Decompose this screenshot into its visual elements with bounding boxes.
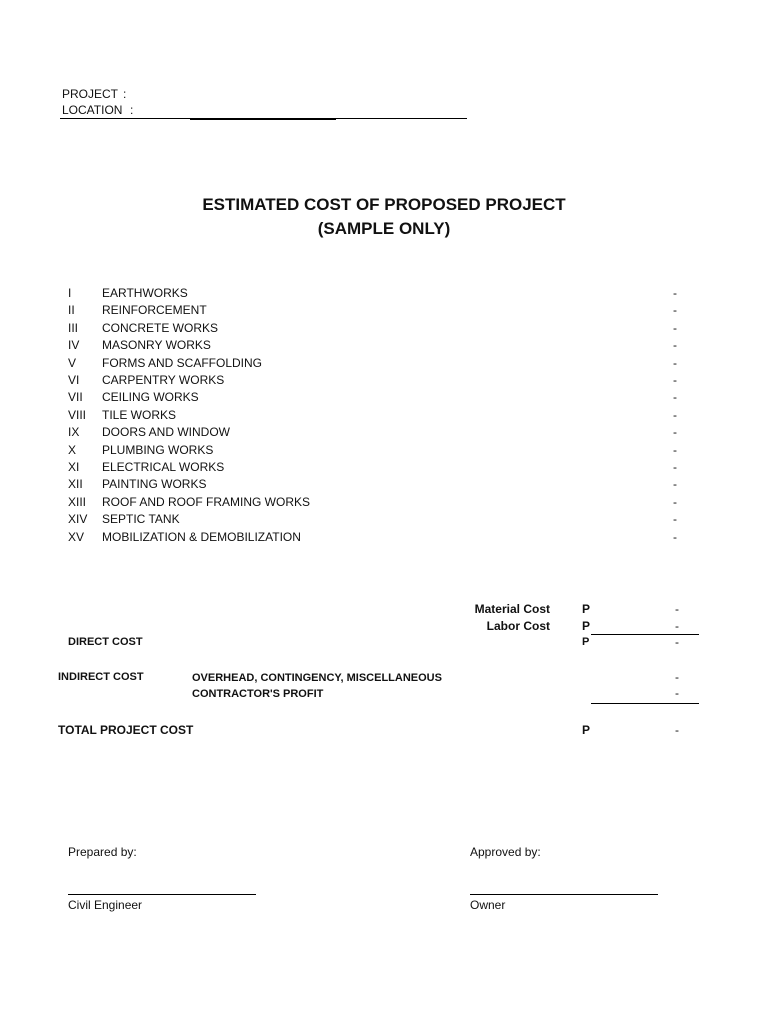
cost-item-number: X — [68, 443, 77, 457]
cost-item-name: PLUMBING WORKS — [102, 443, 214, 457]
cost-item-value: - — [673, 443, 677, 457]
cost-item-name: ROOF AND ROOF FRAMING WORKS — [102, 495, 311, 509]
cost-item-number: XII — [68, 477, 83, 491]
labor-cost-label: Labor Cost — [486, 619, 550, 633]
subtotal-line — [591, 634, 699, 635]
prepared-signature-line — [68, 894, 256, 895]
cost-item-number: VIII — [68, 408, 87, 422]
cost-item-number: VI — [68, 373, 80, 387]
material-cost-value: - — [675, 602, 679, 616]
cost-item-name: TILE WORKS — [102, 408, 177, 422]
total-project-cost-value: - — [675, 723, 679, 737]
cost-item-value: - — [673, 530, 677, 544]
cost-item-name: PAINTING WORKS — [102, 477, 207, 491]
location-label: LOCATION — [62, 103, 123, 117]
project-label: PROJECT — [62, 87, 119, 101]
cost-item-value: - — [673, 303, 677, 317]
cost-item-name: CEILING WORKS — [102, 390, 199, 404]
cost-item-number: V — [68, 356, 77, 370]
cost-item-value: - — [673, 477, 677, 491]
cost-item-name: CONCRETE WORKS — [102, 321, 219, 335]
cost-item-name: REINFORCEMENT — [102, 303, 207, 317]
cost-item-number: II — [68, 303, 75, 317]
indirect-total-line — [591, 703, 699, 704]
location-colon: : — [130, 103, 134, 117]
document-title: ESTIMATED COST OF PROPOSED PROJECT — [202, 195, 566, 214]
material-cost-currency: P — [582, 602, 591, 616]
cost-item-value: - — [673, 321, 677, 335]
approved-by-role: Owner — [470, 898, 506, 912]
cost-item-value: - — [673, 286, 677, 300]
cost-item-name: FORMS AND SCAFFOLDING — [102, 356, 263, 370]
cost-item-number: XIV — [68, 512, 88, 526]
cost-item-name: DOORS AND WINDOW — [102, 425, 230, 439]
cost-item-number: IV — [68, 338, 80, 352]
cost-item-number: IX — [68, 425, 80, 439]
cost-item-number: III — [68, 321, 79, 335]
cost-item-name: CARPENTRY WORKS — [102, 373, 225, 387]
overhead-label: OVERHEAD, CONTINGENCY, MISCELLANEOUS — [192, 672, 442, 684]
cost-item-value: - — [673, 338, 677, 352]
contractor-profit-value: - — [675, 686, 679, 700]
cost-item-value: - — [673, 512, 677, 526]
direct-cost-currency: P — [582, 636, 590, 648]
total-project-cost-currency: P — [582, 723, 591, 737]
labor-cost-currency: P — [582, 619, 591, 633]
direct-cost-label: DIRECT COST — [68, 636, 143, 648]
cost-item-name: SEPTIC TANK — [102, 512, 180, 526]
cost-item-number: XIII — [68, 495, 87, 509]
approved-by-label: Approved by: — [470, 845, 541, 859]
cost-item-value: - — [673, 356, 677, 370]
indirect-cost-label: INDIRECT COST — [58, 671, 144, 683]
cost-item-value: - — [673, 373, 677, 387]
project-colon: : — [123, 87, 127, 101]
cost-item-name: MASONRY WORKS — [102, 338, 211, 352]
cost-item-value: - — [673, 460, 677, 474]
location-field-line — [190, 119, 336, 120]
overhead-value: - — [675, 670, 679, 684]
prepared-by-label: Prepared by: — [68, 845, 137, 859]
total-project-cost-label: TOTAL PROJECT COST — [58, 723, 194, 737]
cost-item-value: - — [673, 408, 677, 422]
labor-cost-value: - — [675, 619, 679, 633]
cost-item-value: - — [673, 390, 677, 404]
document-subtitle: (SAMPLE ONLY) — [317, 219, 451, 238]
contractor-profit-label: CONTRACTOR'S PROFIT — [192, 688, 324, 700]
cost-item-number: VII — [68, 390, 83, 404]
prepared-by-role: Civil Engineer — [68, 898, 143, 912]
cost-item-name: ELECTRICAL WORKS — [102, 460, 225, 474]
cost-item-name: EARTHWORKS — [102, 286, 188, 300]
cost-item-number: XI — [68, 460, 80, 474]
cost-item-name: MOBILIZATION & DEMOBILIZATION — [102, 530, 301, 544]
approved-signature-line — [470, 894, 658, 895]
cost-item-number: I — [68, 286, 72, 300]
cost-item-value: - — [673, 495, 677, 509]
direct-cost-value: - — [675, 635, 679, 649]
cost-item-number: XV — [68, 530, 85, 544]
material-cost-label: Material Cost — [474, 602, 550, 616]
cost-item-value: - — [673, 425, 677, 439]
